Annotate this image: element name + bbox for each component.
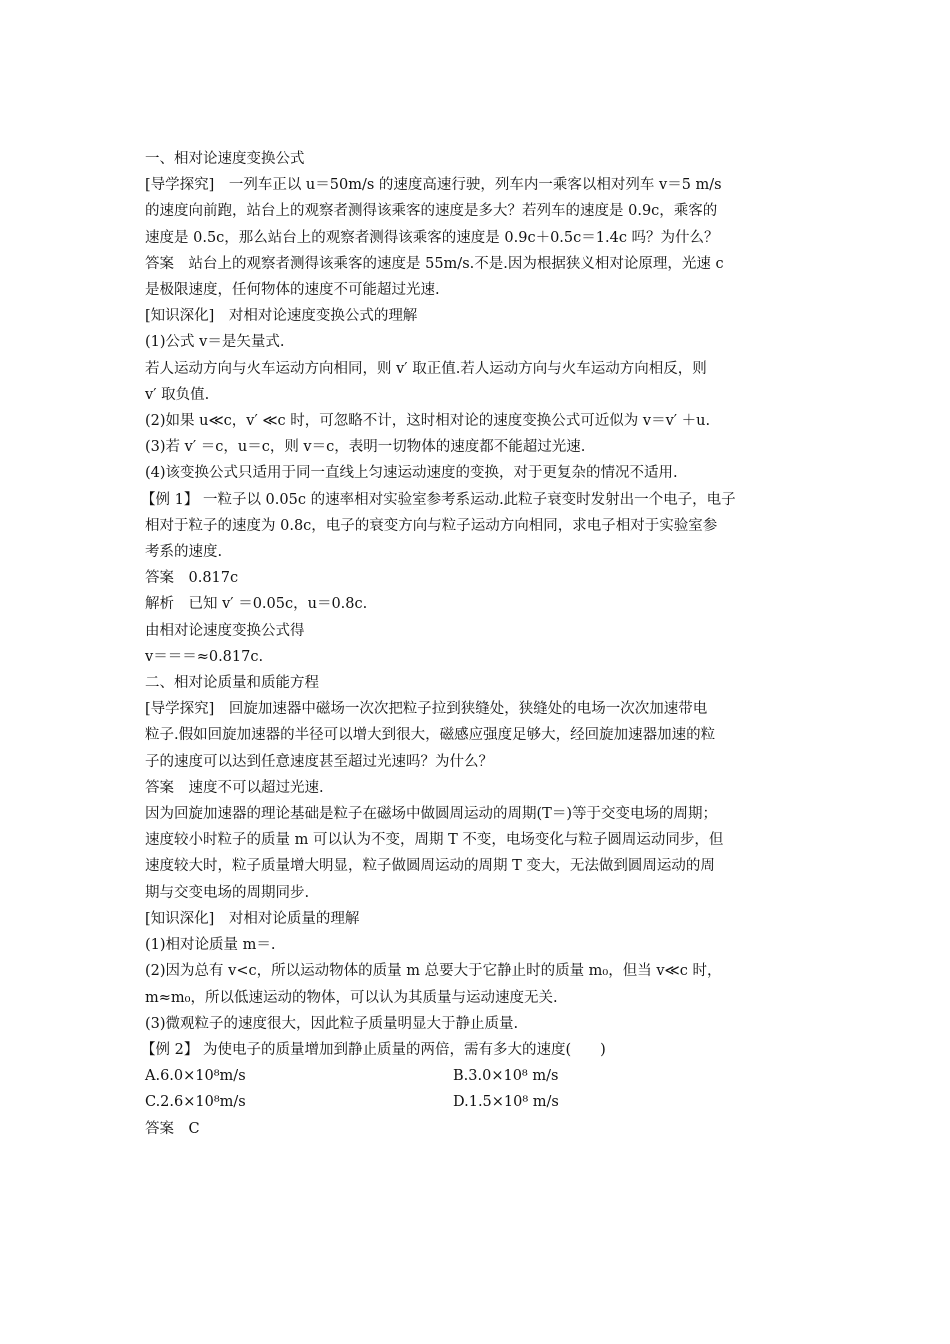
text-line: (2)因为总有 v<c，所以运动物体的质量 m 总要大于它静止时的质量 m₀，但当 v≪c 时，	[145, 963, 722, 980]
document-body	[141, 146, 815, 1142]
answer-line: 答案 C	[145, 1120, 200, 1137]
section-heading-1: 一、相对论速度变换公式	[145, 151, 305, 167]
formula-line: v＝＝＝≈0.817c.	[145, 648, 264, 665]
text-line: 若人运动方向与火车运动方向相同，则 v′ 取正值.若人运动方向与火车运动方向相反，则	[145, 360, 707, 377]
text-line: [导学探究] 回旋加速器中磁场一次次把粒子拉到狭缝处，狭缝处的电场一次次加速带电	[145, 701, 708, 718]
analysis-line: 解析 已知 v′ ＝0.05c，u＝0.8c.	[145, 596, 368, 613]
text-line: [知识深化] 对相对论质量的理解	[145, 910, 360, 927]
text-line: 子的速度可以达到任意速度甚至超过光速吗？为什么？	[145, 753, 493, 770]
text-line: 期与交变电场的周期同步.	[145, 884, 310, 901]
text-line: 是极限速度，任何物体的速度不可能超过光速.	[145, 282, 440, 299]
text-line: 相对于粒子的速度为 0.8c，电子的衰变方向与粒子运动方向相同，求电子相对于实验室参	[145, 517, 718, 534]
text-line: (2)如果 u≪c，v′ ≪c 时，可忽略不计，这时相对论的速度变换公式可近似为 v＝v′ ＋u.	[145, 413, 711, 430]
text-line: [导学探究] 一列车正以 u＝50m/s 的速度高速行驶，列车内一乘客以相对列车 v＝5 m/s	[145, 177, 722, 194]
text-line: 因为回旋加速器的理论基础是粒子在磁场中做圆周运动的周期(T＝)等于交变电场的周期；	[145, 806, 717, 823]
option-c: C.2.6×10⁸m/s	[145, 1094, 246, 1111]
text-line: 速度较大时，粒子质量增大明显，粒子做圆周运动的周期 T 变大，无法做到圆周运动的周	[145, 858, 715, 875]
text-line: 粒子.假如回旋加速器的半径可以增大到很大，磁感应强度足够大，经回旋加速器加速的粒	[145, 727, 716, 744]
option-a: A.6.0×10⁸m/s	[145, 1068, 246, 1085]
text-line: (3)微观粒子的速度很大，因此粒子质量明显大于静止质量.	[145, 1015, 519, 1032]
text-line: (3)若 v′ ＝c，u＝c，则 v＝c，表明一切物体的速度都不能超过光速.	[145, 439, 586, 456]
text-line: [知识深化] 对相对论速度变换公式的理解	[145, 308, 418, 325]
text-line: 速度较小时粒子的质量 m 可以认为不变，周期 T 不变，电场变化与粒子圆周运动同步，但	[145, 832, 724, 849]
section-heading-2: 二、相对论质量和质能方程	[145, 675, 319, 692]
example-1-heading: 【例 1】 一粒子以 0.05c 的速率相对实验室参考系运动.此粒子衰变时发射出一个电子，电子	[141, 491, 736, 508]
options-row	[145, 1063, 815, 1089]
text-line: 速度是 0.5c，那么站台上的观察者测得该乘客的速度是 0.9c＋0.5c＝1.4c 吗？为什么？	[145, 229, 719, 246]
text-line: 答案 站台上的观察者测得该乘客的速度是 55m/s.不是.因为根据狭义相对论原理，光速 c	[145, 255, 724, 272]
answer-line: 答案 0.817c	[145, 570, 239, 587]
example-2-heading: 【例 2】 为使电子的质量增加到静止质量的两倍，需有多大的速度( )	[141, 1041, 606, 1058]
option-d: D.1.5×10⁸ m/s	[453, 1094, 559, 1111]
option-b: B.3.0×10⁸ m/s	[453, 1068, 559, 1085]
answer-line: 答案 速度不可以超过光速.	[145, 779, 324, 796]
text-line: (1)公式 v＝是矢量式.	[145, 334, 285, 351]
text-line: 的速度向前跑，站台上的观察者测得该乘客的速度是多大？若列车的速度是 0.9c，乘客的	[145, 203, 718, 220]
text-line: v′ 取负值.	[145, 386, 210, 403]
options-row	[145, 1089, 815, 1115]
text-line: m≈m₀，所以低速运动的物体，可以认为其质量与运动速度无关.	[145, 989, 558, 1006]
text-line: (4)该变换公式只适用于同一直线上匀速运动速度的变换，对于更复杂的情况不适用.	[145, 465, 678, 482]
text-line: (1)相对论质量 m＝.	[145, 937, 276, 954]
text-line: 考系的速度.	[145, 544, 223, 561]
text-line: 由相对论速度变换公式得	[145, 622, 305, 639]
